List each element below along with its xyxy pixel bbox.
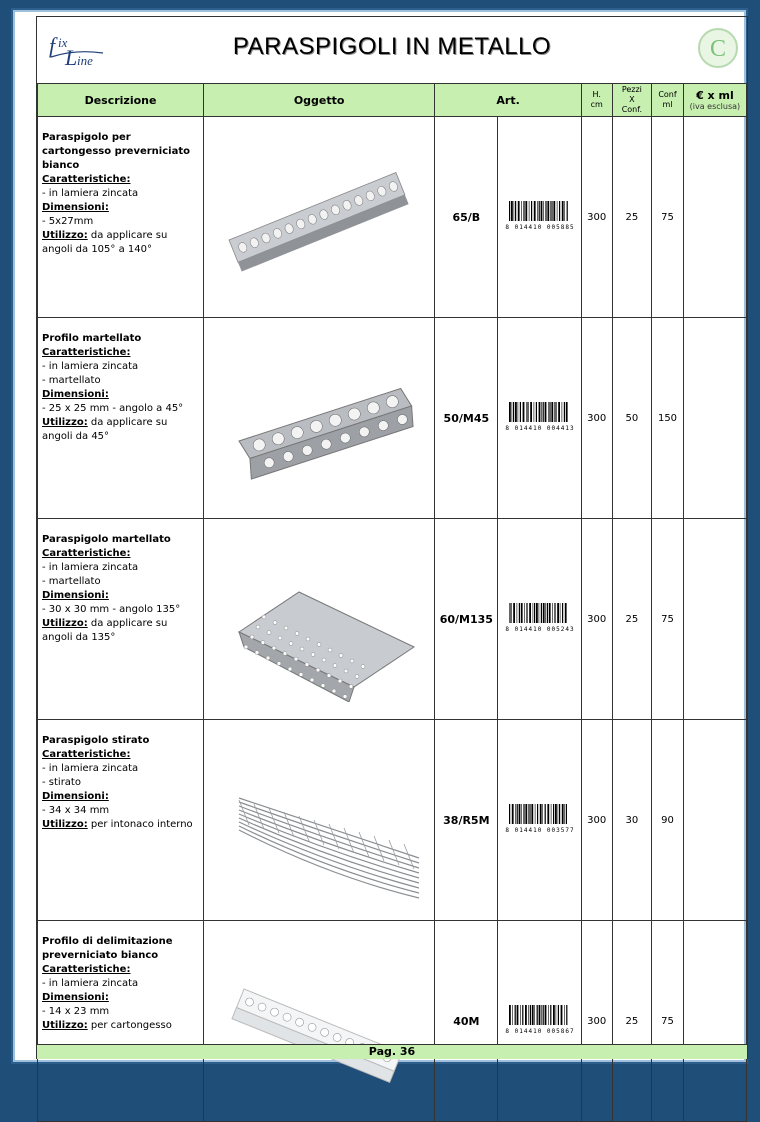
price-per-meter [683, 318, 746, 519]
price-per-meter [683, 519, 746, 720]
feature-2: - martellato [42, 576, 101, 587]
barcode-cell [498, 519, 582, 720]
dimensioni-label: Dimensioni: [42, 992, 109, 1003]
col-conf: Conf ml [652, 84, 684, 117]
svg-text:L: L [65, 45, 78, 70]
product-table [37, 83, 747, 1122]
product-description [38, 318, 204, 519]
pieces-per-pack: 25 [612, 519, 652, 720]
usage-line: Utilizzo: per cartongesso [42, 1020, 172, 1031]
dimensions-value: - 25 x 25 mm - angolo a 45° [42, 403, 184, 414]
barcode-cell [498, 921, 582, 1122]
feature-1: - in lamiera zincata [42, 978, 139, 989]
barcode-icon [505, 601, 575, 633]
usage-value: da applicare su angoli da 45° [42, 417, 168, 442]
barcode-icon [505, 199, 575, 231]
article-code: 60/M135 [435, 519, 498, 720]
catalog-page [15, 12, 744, 1060]
meters-per-pack: 75 [652, 921, 684, 1122]
barcode-cell [498, 720, 582, 921]
catalog-sheet [36, 16, 748, 1059]
usage-value: per intonaco interno [90, 819, 193, 830]
article-code: 65/B [435, 117, 498, 318]
metal-profile-image [209, 934, 429, 1104]
dimensioni-label: Dimensioni: [42, 590, 109, 601]
meters-per-pack: 75 [652, 117, 684, 318]
col-h: H. cm [581, 84, 612, 117]
usage-line: Utilizzo: per intonaco interno [42, 819, 193, 830]
usage-value: da applicare su angoli da 135° [42, 618, 168, 643]
dimensioni-label: Dimensioni: [42, 389, 109, 400]
product-image [204, 720, 435, 921]
dimensioni-label: Dimensioni: [42, 202, 109, 213]
barcode-number: 8 014410 004413 [505, 425, 575, 432]
height-cm: 300 [581, 921, 612, 1122]
col-price: € x ml (iva esclusa) [683, 84, 746, 117]
height-cm: 300 [581, 117, 612, 318]
barcode-icon [505, 1003, 575, 1035]
col-oggetto: Oggetto [204, 84, 435, 117]
page-number: Pag. 36 [37, 1044, 747, 1059]
metal-profile-image [209, 130, 429, 300]
height-cm: 300 [581, 720, 612, 921]
feature-2: - martellato [42, 375, 101, 386]
barcode-number: 8 014410 003577 [505, 827, 575, 834]
caratteristiche-label: Caratteristiche: [42, 347, 131, 358]
barcode-number: 8 014410 005867 [505, 1028, 575, 1035]
dimensions-value: - 34 x 34 mm [42, 805, 110, 816]
product-name: Paraspigolo martellato [42, 534, 171, 545]
col-art: Art. [435, 84, 582, 117]
dimensions-value: - 14 x 23 mm [42, 1006, 110, 1017]
metal-profile-image [209, 532, 429, 702]
caratteristiche-label: Caratteristiche: [42, 749, 131, 760]
product-name: Paraspigolo per cartongesso preverniciato bianco [42, 132, 190, 171]
usage-value: per cartongesso [90, 1020, 172, 1031]
product-image [204, 117, 435, 318]
usage-line: Utilizzo: da applicare su angoli da 105° a 140° [42, 230, 168, 255]
height-cm: 300 [581, 519, 612, 720]
col-descrizione: Descrizione [38, 84, 204, 117]
meters-per-pack: 90 [652, 720, 684, 921]
height-cm: 300 [581, 318, 612, 519]
svg-text:C: C [709, 36, 727, 62]
feature-1: - in lamiera zincata [42, 763, 139, 774]
product-image [204, 921, 435, 1122]
feature-1: - in lamiera zincata [42, 562, 139, 573]
table-row [38, 117, 747, 318]
dimensions-value: - 5x27mm [42, 216, 94, 227]
dimensioni-label: Dimensioni: [42, 791, 109, 802]
table-row [38, 720, 747, 921]
product-description [38, 921, 204, 1122]
table-row [38, 519, 747, 720]
product-description [38, 117, 204, 318]
feature-1: - in lamiera zincata [42, 361, 139, 372]
caratteristiche-label: Caratteristiche: [42, 964, 131, 975]
metal-profile-image [209, 733, 429, 903]
pieces-per-pack: 50 [612, 318, 652, 519]
usage-line: Utilizzo: da applicare su angoli da 135° [42, 618, 168, 643]
metal-profile-image [209, 331, 429, 501]
svg-text:f: f [49, 33, 56, 58]
page-header [37, 17, 747, 84]
price-per-meter [683, 720, 746, 921]
usage-value: da applicare su angoli da 105° a 140° [42, 230, 168, 255]
feature-2: - stirato [42, 777, 81, 788]
caratteristiche-label: Caratteristiche: [42, 174, 131, 185]
barcode-number: 8 014410 005243 [505, 626, 575, 633]
barcode-icon [505, 400, 575, 432]
price-per-meter [683, 921, 746, 1122]
meters-per-pack: 75 [652, 519, 684, 720]
table-header-row [38, 84, 747, 117]
product-description [38, 720, 204, 921]
barcode-icon [505, 802, 575, 834]
meters-per-pack: 150 [652, 318, 684, 519]
product-name: Profilo martellato [42, 333, 142, 344]
pieces-per-pack: 25 [612, 921, 652, 1122]
feature-1: - in lamiera zincata [42, 188, 139, 199]
table-row [38, 318, 747, 519]
certification-mark-icon [697, 27, 739, 69]
product-name: Profilo di delimitazione preverniciato bianco [42, 936, 173, 961]
article-code: 38/R5M [435, 720, 498, 921]
usage-line: Utilizzo: da applicare su angoli da 45° [42, 417, 168, 442]
barcode-cell [498, 318, 582, 519]
svg-text:ix: ix [58, 35, 68, 50]
pieces-per-pack: 25 [612, 117, 652, 318]
caratteristiche-label: Caratteristiche: [42, 548, 131, 559]
product-description [38, 519, 204, 720]
article-code: 50/M45 [435, 318, 498, 519]
product-image [204, 318, 435, 519]
product-image [204, 519, 435, 720]
barcode-number: 8 014410 005885 [505, 224, 575, 231]
article-code: 40M [435, 921, 498, 1122]
price-per-meter [683, 117, 746, 318]
col-pezzi: Pezzi X Conf. [612, 84, 652, 117]
pieces-per-pack: 30 [612, 720, 652, 921]
barcode-cell [498, 117, 582, 318]
product-name: Paraspigolo stirato [42, 735, 150, 746]
svg-text:ine: ine [77, 53, 93, 68]
page-title: PARASPIGOLI IN METALLO [232, 33, 552, 60]
table-row [38, 921, 747, 1122]
dimensions-value: - 30 x 30 mm - angolo 135° [42, 604, 181, 615]
